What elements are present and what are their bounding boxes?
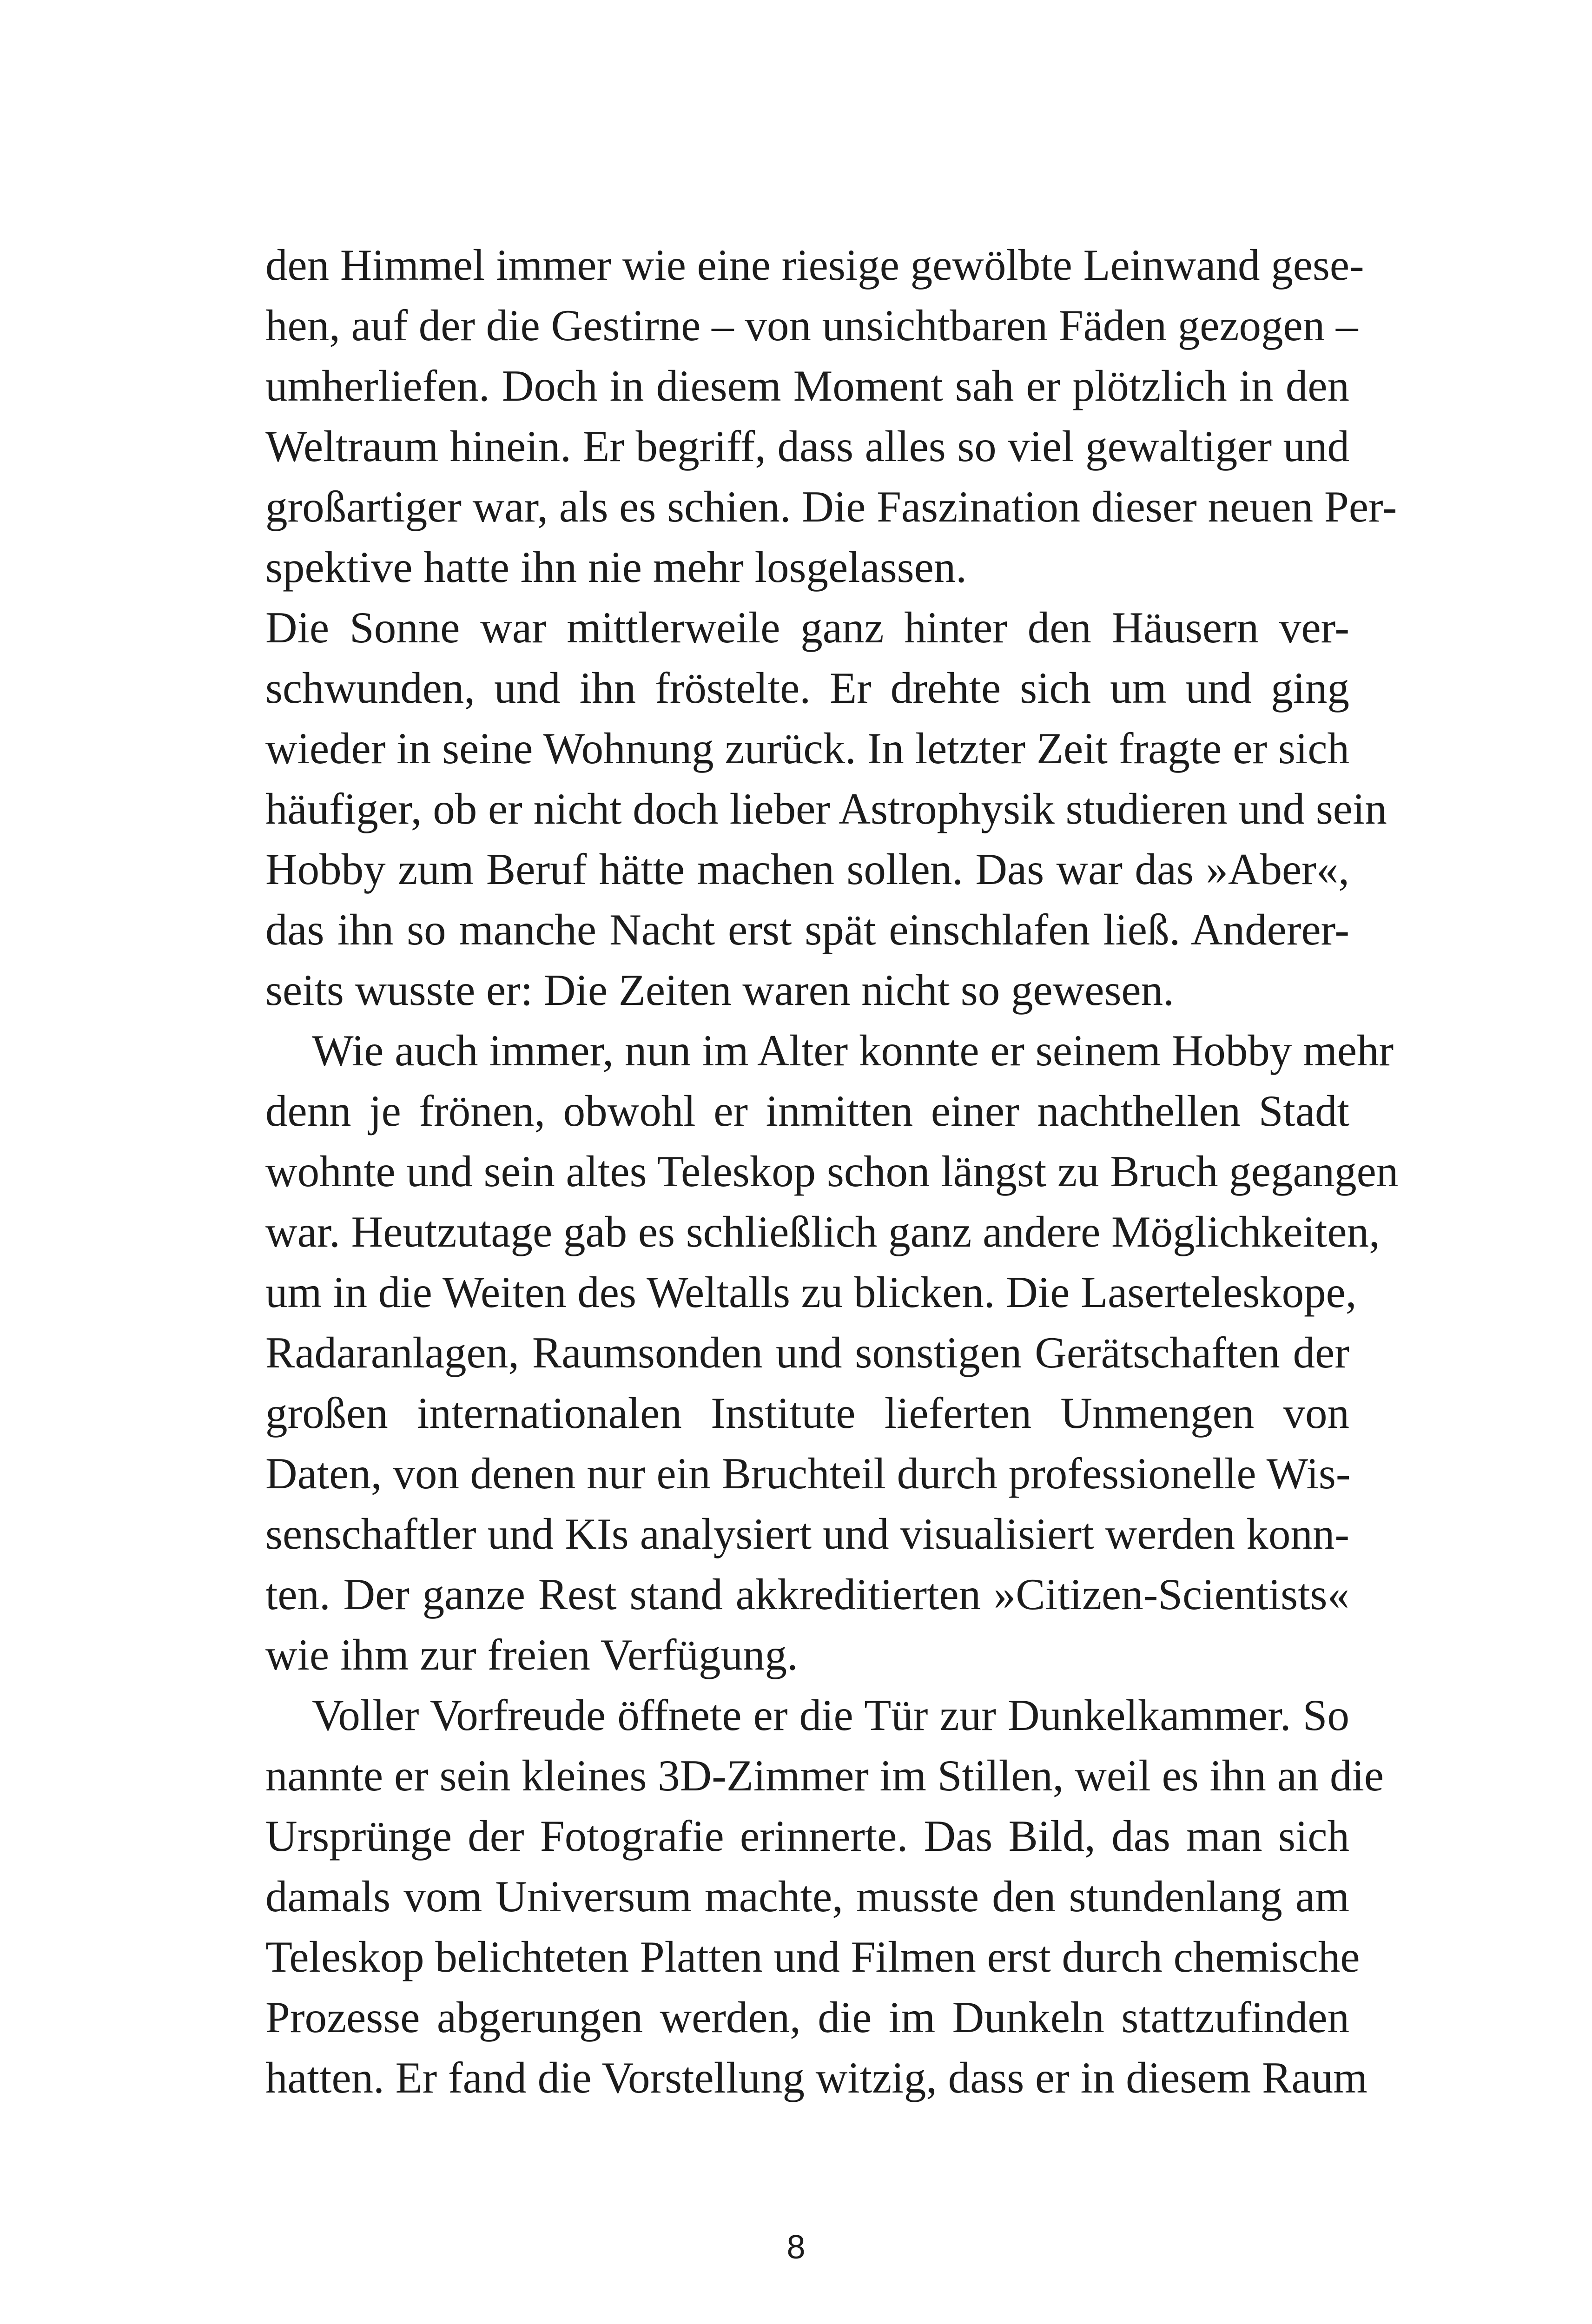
text-line: Ursprünge der Fotografie erinnerte. Das Bild, das man sich — [265, 1811, 1349, 1861]
text-line: war. Heutzutage gab es schließlich ganz andere Möglichkeiten, — [265, 1207, 1380, 1256]
text-line: das ihn so manche Nacht erst spät einschlafen ließ. Anderer- — [265, 905, 1349, 954]
text-line: großartiger war, als es schien. Die Faszination dieser neuen Per- — [265, 482, 1397, 531]
text-line: häufiger, ob er nicht doch lieber Astrophysik studieren und sein — [265, 784, 1387, 833]
text-line: wieder in seine Wohnung zurück. In letzter Zeit fragte er sich — [265, 724, 1349, 773]
paragraph — [265, 235, 1397, 597]
text-line: spektive hatte ihn nie mehr losgelassen. — [265, 542, 967, 592]
page-number: 8 — [786, 2229, 806, 2266]
text-line: hen, auf der die Gestirne – von unsichtbaren Fäden gezogen – — [265, 301, 1358, 350]
text-line: großen internationalen Institute lieferten Unmengen von — [265, 1388, 1349, 1438]
text-line: ten. Der ganze Rest stand akkreditierten »Citizen-Scientists« — [265, 1570, 1349, 1619]
text-line: Teleskop belichteten Platten und Filmen erst durch chemische — [265, 1932, 1360, 1981]
text-line: Hobby zum Beruf hätte machen sollen. Das war das »Aber«, — [265, 845, 1349, 894]
text-line: umherliefen. Doch in diesem Moment sah er plötzlich in den — [265, 361, 1349, 410]
text-line: hatten. Er fand die Vorstellung witzig, dass er in diesem Raum — [265, 2053, 1368, 2102]
text-line: senschaftler und KIs analysiert und visualisiert werden konn- — [265, 1509, 1349, 1558]
paragraph — [265, 1020, 1399, 1685]
text-line: Die Sonne war mittlerweile ganz hinter den Häusern ver- — [265, 603, 1349, 652]
text-line: denn je frönen, obwohl er inmitten einer nachthellen Stadt — [265, 1086, 1349, 1136]
text-line: Weltraum hinein. Er begriff, dass alles so viel gewaltiger und — [265, 422, 1349, 471]
paragraph — [265, 597, 1387, 1020]
text-line: schwunden, und ihn fröstelte. Er drehte sich um und ging — [265, 663, 1349, 713]
text-line: Daten, von denen nur ein Bruchteil durch professionelle Wis- — [265, 1449, 1351, 1498]
text-line: wie ihm zur freien Verfügung. — [265, 1630, 798, 1679]
text-line: Prozesse abgerungen werden, die im Dunkeln stattzufinden — [265, 1993, 1349, 2042]
paragraph — [265, 1685, 1384, 2108]
text-line: den Himmel immer wie eine riesige gewölbte Leinwand gese- — [265, 240, 1364, 290]
text-line: Voller Vorfreude öffnete er die Tür zur Dunkelkammer. So — [312, 1690, 1349, 1740]
text-line: seits wusste er: Die Zeiten waren nicht so gewesen. — [265, 965, 1174, 1015]
text-line: nannte er sein kleines 3D-Zimmer im Stillen, weil es ihn an die — [265, 1751, 1384, 1800]
text-line: Radaranlagen, Raumsonden und sonstigen Gerätschaften der — [265, 1328, 1349, 1377]
text-line: Wie auch immer, nun im Alter konnte er seinem Hobby mehr — [312, 1026, 1394, 1075]
page-body-text — [265, 235, 1399, 2108]
text-line: damals vom Universum machte, musste den stundenlang am — [265, 1872, 1349, 1921]
text-line: wohnte und sein altes Teleskop schon längst zu Bruch gegangen — [265, 1147, 1399, 1196]
text-line: um in die Weiten des Weltalls zu blicken. Die Laserteleskope, — [265, 1268, 1357, 1317]
